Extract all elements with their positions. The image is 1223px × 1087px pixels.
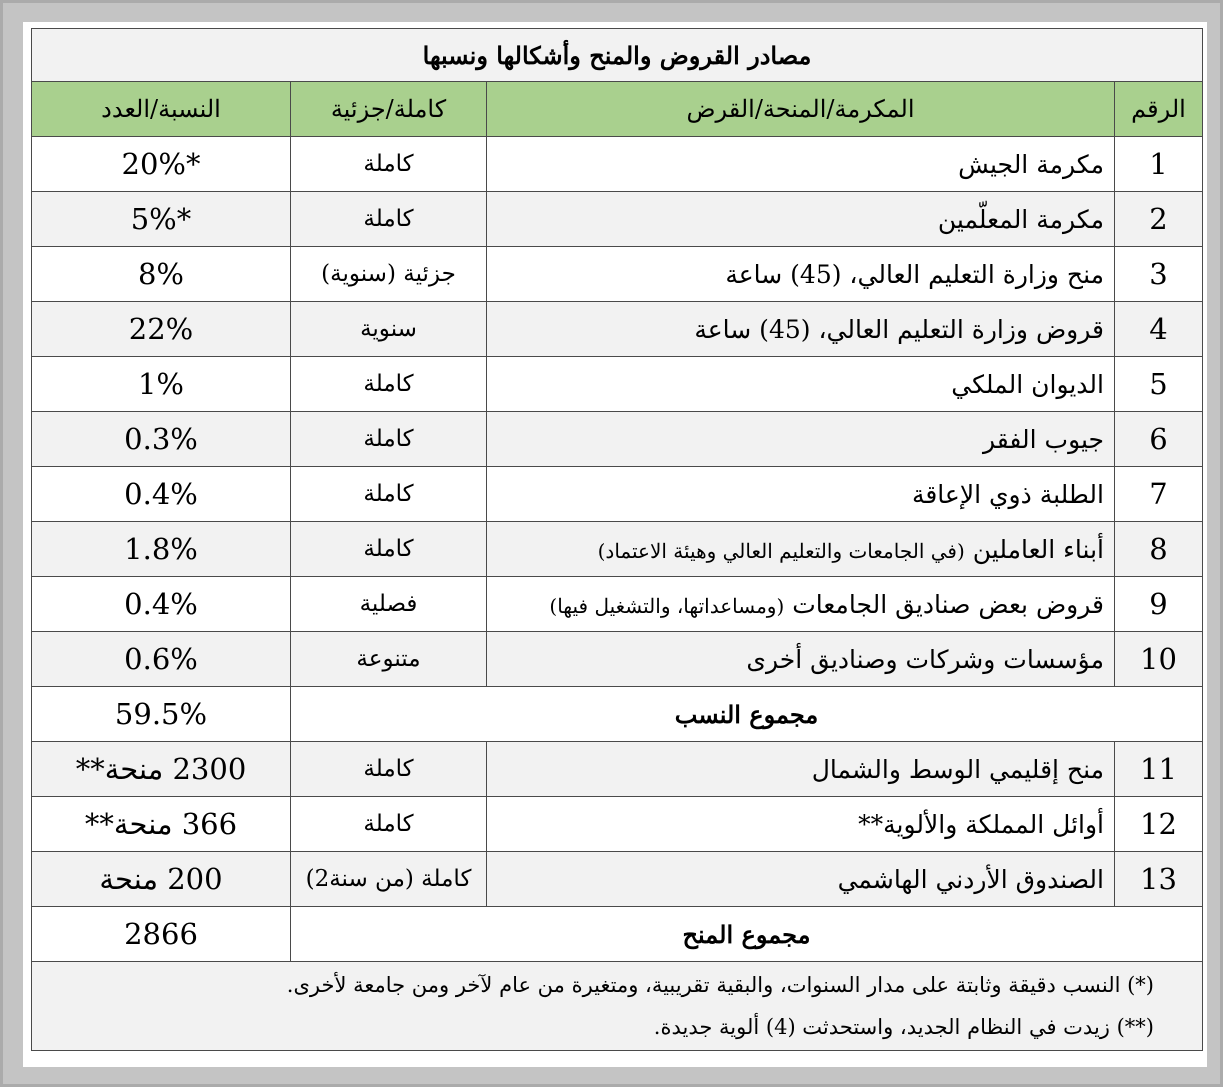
row-number: 6: [1115, 412, 1203, 467]
table-row: [32, 742, 1203, 797]
row-source: [487, 467, 1115, 522]
title-row: [32, 29, 1203, 82]
row-source-note: (في الجامعات والتعليم العالي وهيئة الاعتماد): [597, 538, 965, 563]
row-source-name: مكرمة المعلّمين: [937, 204, 1104, 234]
row-number: 11: [1115, 742, 1203, 797]
table-row: [32, 137, 1203, 192]
row-number: 1: [1115, 137, 1203, 192]
table-row: [32, 797, 1203, 852]
table-row: [32, 467, 1203, 522]
row-ratio-value: 1%: [137, 367, 184, 401]
row-type: كاملة: [291, 412, 487, 467]
row-source: [487, 302, 1115, 357]
row-ratio: [32, 357, 291, 412]
row-ratio-value: 5%*: [130, 202, 192, 236]
row-ratio: [32, 577, 291, 632]
row-source: أوائل المملكة والألوية**: [487, 797, 1115, 852]
table-row: [32, 522, 1203, 577]
row-source: [487, 137, 1115, 192]
table-row: [32, 852, 1203, 907]
row-ratio-value: 0.3%: [124, 422, 198, 456]
row-source: منح إقليمي الوسط والشمال: [487, 742, 1115, 797]
total-ratios-value: 59.5%: [114, 697, 208, 731]
row-source: [487, 632, 1115, 687]
row-number: 3: [1115, 247, 1203, 302]
row-ratio-value: 0.6%: [124, 642, 198, 676]
row-source-name: الطلبة ذوي الإعاقة: [911, 479, 1104, 509]
row-source-name: مؤسسات وشركات وصناديق أخرى: [746, 644, 1104, 674]
table-title: مصادر القروض والمنح وأشكالها ونسبها: [32, 29, 1203, 82]
row-number: 8: [1115, 522, 1203, 577]
row-source: [487, 577, 1115, 632]
row-source-name: منح وزارة التعليم العالي، (45) ساعة: [725, 259, 1104, 289]
table-row: [32, 412, 1203, 467]
row-ratio: [32, 467, 291, 522]
row-ratio: [32, 412, 291, 467]
row-ratio: [32, 522, 291, 577]
header-row: [32, 82, 1203, 137]
row-number: 13: [1115, 852, 1203, 907]
row-number: 4: [1115, 302, 1203, 357]
table-row: [32, 192, 1203, 247]
row-number: 7: [1115, 467, 1203, 522]
row-source-name: الديوان الملكي: [951, 369, 1104, 399]
grants-table: [31, 28, 1203, 1051]
row-type: كاملة: [291, 742, 487, 797]
row-ratio: [32, 247, 291, 302]
document-page: [23, 22, 1207, 1067]
row-number: 12: [1115, 797, 1203, 852]
row-ratio: 2300 منحة**: [32, 742, 291, 797]
row-source: [487, 357, 1115, 412]
row-ratio-value: 20%*: [121, 147, 201, 181]
row-source-name: قروض وزارة التعليم العالي، (45) ساعة: [694, 314, 1104, 344]
total-grants-label: مجموع المنح: [291, 907, 1203, 962]
row-number: 10: [1115, 632, 1203, 687]
row-source-name: قروض بعض صناديق الجامعات: [792, 589, 1104, 619]
row-source: الصندوق الأردني الهاشمي: [487, 852, 1115, 907]
row-ratio: [32, 192, 291, 247]
note-line: (**) زيدت في النظام الجديد، واستحدثت (4) ألوية جديدة.: [653, 1015, 1154, 1039]
row-type: كاملة (من سنة2): [291, 852, 487, 907]
outer-frame: [3, 3, 1220, 1084]
row-ratio: 200 منحة: [32, 852, 291, 907]
header-ratio: النسبة/العدد: [32, 82, 291, 137]
header-source: المكرمة/المنحة/القرض: [487, 82, 1115, 137]
notes-row: [32, 962, 1203, 1051]
table-row: [32, 247, 1203, 302]
row-type: كاملة: [291, 522, 487, 577]
row-number: 9: [1115, 577, 1203, 632]
row-ratio-value: 22%: [128, 312, 194, 346]
row-source: [487, 192, 1115, 247]
row-ratio-value: 1.8%: [124, 532, 198, 566]
row-type: كاملة: [291, 192, 487, 247]
row-type: فصلية: [291, 577, 487, 632]
total-grants-value: 2866: [32, 907, 291, 962]
row-source: [487, 522, 1115, 577]
row-ratio: [32, 137, 291, 192]
notes-cell: [32, 962, 1203, 1051]
row-source-note: (ومساعداتها، والتشغيل فيها): [549, 593, 785, 618]
row-ratio-value: 0.4%: [124, 477, 198, 511]
row-type: كاملة: [291, 797, 487, 852]
row-ratio-value: 0.4%: [124, 587, 198, 621]
row-source-name: مكرمة الجيش: [958, 149, 1104, 179]
table-row: [32, 632, 1203, 687]
row-type: كاملة: [291, 467, 487, 522]
total-grants-row: [32, 907, 1203, 962]
row-ratio: [32, 302, 291, 357]
row-ratio: [32, 632, 291, 687]
row-source: [487, 247, 1115, 302]
row-type: كاملة: [291, 357, 487, 412]
table-row: [32, 302, 1203, 357]
row-ratio: 366 منحة**: [32, 797, 291, 852]
row-source-name: أبناء العاملين: [972, 534, 1104, 564]
row-ratio-value: 8%: [137, 257, 184, 291]
total-ratios-label: مجموع النسب: [291, 687, 1203, 742]
row-type: متنوعة: [291, 632, 487, 687]
row-type: جزئية (سنوية): [291, 247, 487, 302]
table-row: [32, 357, 1203, 412]
header-type: كاملة/جزئية: [291, 82, 487, 137]
row-source: [487, 412, 1115, 467]
row-type: كاملة: [291, 137, 487, 192]
header-number: الرقم: [1115, 82, 1203, 137]
table-row: [32, 577, 1203, 632]
total-ratios-cell: [32, 687, 291, 742]
note-line: (*) النسب دقيقة وثابتة على مدار السنوات، والبقية تقريبية، ومتغيرة من عام لآخر ومن جامعة لأخرى.: [286, 973, 1154, 997]
row-number: 5: [1115, 357, 1203, 412]
total-ratios-row: [32, 687, 1203, 742]
row-source-name: جيوب الفقر: [982, 424, 1104, 454]
row-type: سنوية: [291, 302, 487, 357]
row-number: 2: [1115, 192, 1203, 247]
